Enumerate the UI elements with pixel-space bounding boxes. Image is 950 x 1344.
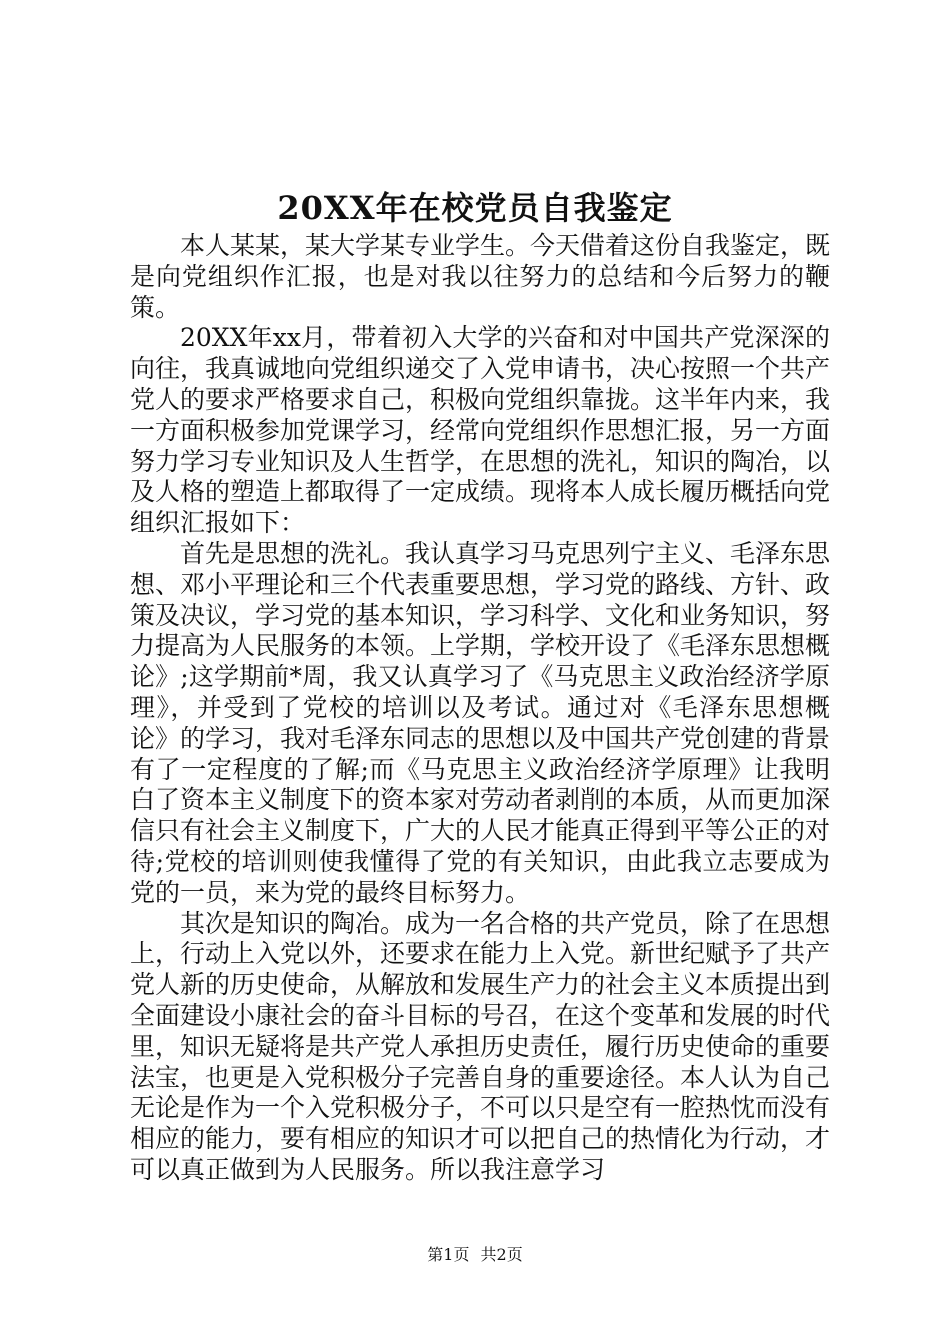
page-total: 共2页 [480,1245,523,1264]
document-body [130,231,830,1186]
page-footer [0,1244,950,1266]
paragraph-application: 20XX年xx月，带着初入大学的兴奋和对中国共产党深深的向往，我真诚地向党组织递交了入党申请书，决心按照一个共产党人的要求严格要求自己，积极向党组织靠拢。这半年内来，我一方面积极参加党课学习，经常向党组织作思想汇报，另一方面努力学习专业知识及人生哲学，在思想的洗礼，知识的陶冶，以及人格的塑造上都取得了一定成绩。现将本人成长履历概括向党组织汇报如下： [130,323,831,538]
page-number: 第1页 [427,1245,470,1264]
paragraph-knowledge: 其次是知识的陶冶。成为一名合格的共产党员，除了在思想上，行动上入党以外，还要求在能力上入党。新世纪赋予了共产党人新的历史使命，从解放和发展生产力的社会主义本质提出到全面建设小康社会的奋斗目标的号召，在这个变革和发展的时代里，知识无疑将是共产党人承担历史责任，履行历史使命的重要法宝，也更是入党积极分子完善自身的重要途径。本人认为自己无论是作为一个入党积极分子，不可以只是空有一腔热忱而没有相应的能力，要有相应的知识才可以把自己的热情化为行动，才可以真正做到为人民服务。所以我注意学习 [130,908,831,1184]
paragraph-intro: 本人某某，某大学某专业学生。今天借着这份自我鉴定，既是向党组织作汇报，也是对我以往努力的总结和今后努力的鞭策。 [130,231,831,322]
paragraph-ideology: 首先是思想的洗礼。我认真学习马克思列宁主义、毛泽东思想、邓小平理论和三个代表重要思想，学习党的路线、方针、政策及决议，学习党的基本知识，学习科学、文化和业务知识，努力提高为人民服务的本领。上学期，学校开设了《毛泽东思想概论》;这学期前*周，我又认真学习了《马克思主义政治经济学原理》，并受到了党校的培训以及考试。通过对《毛泽东思想概论》的学习，我对毛泽东同志的思想以及中国共产党创建的背景有了一定程度的了解;而《马克思主义政治经济学原理》让我明白了资本主义制度下的资本家对劳动者剥削的本质，从而更加深信只有社会主义制度下，广大的人民才能真正得到平等公正的对待;党校的培训则使我懂得了党的有关知识，由此我立志要成为党的一员，来为党的最终目标努力。 [130,538,831,907]
document-title: 20XX年在校党员自我鉴定 [277,189,673,227]
